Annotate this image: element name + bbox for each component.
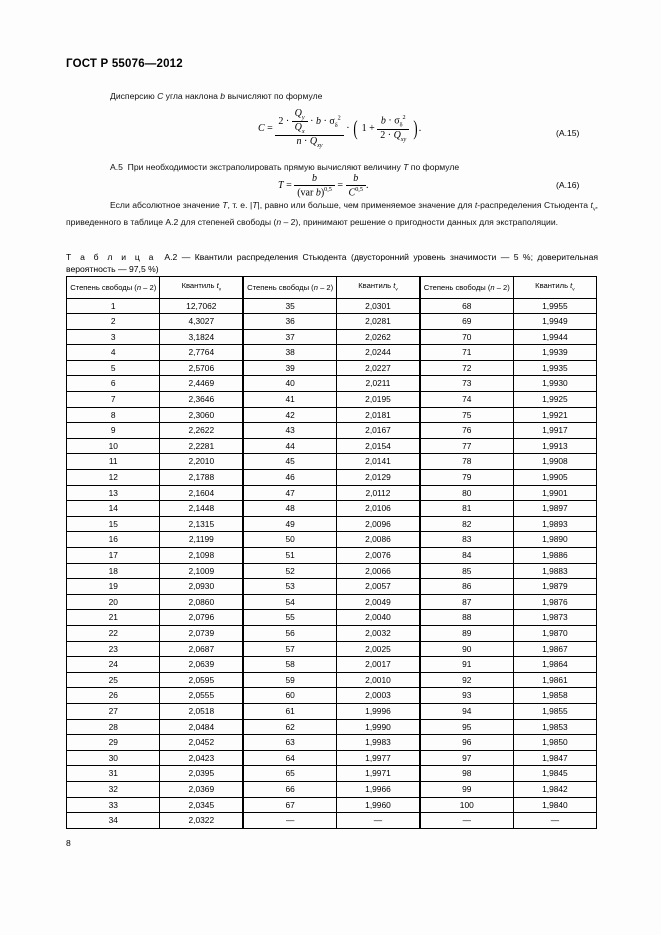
table-cell: 2,4469 [160,376,243,392]
table-cell: 1,9853 [513,719,596,735]
paragraph-dispersion-intro: Дисперсию C угла наклона b вычисляют по формуле [110,91,323,101]
table-cell: 90 [420,641,513,657]
table-cell: 5 [67,360,160,376]
table-row [67,579,597,595]
table-header-row [67,277,597,299]
col-header-degrees-3: Степень свободы (n – 2) [420,277,513,299]
table-cell: 22 [67,625,160,641]
table-cell: 96 [420,735,513,751]
table-cell: 39 [243,360,336,376]
table-caption [66,251,598,275]
table-cell: 1,9850 [513,735,596,751]
table-cell: 2,5706 [160,360,243,376]
table-cell: 9 [67,423,160,439]
table-cell: 2,0595 [160,672,243,688]
table-cell: 2,0395 [160,766,243,782]
table-cell: 2,0796 [160,610,243,626]
table-cell: 11 [67,454,160,470]
table-cell: 69 [420,314,513,330]
table-cell: 37 [243,329,336,345]
table-cell: 49 [243,516,336,532]
table-cell: 14 [67,501,160,517]
table-cell: 2,0154 [337,438,420,454]
table-cell: 87 [420,594,513,610]
col-header-degrees-2: Степень свободы (n – 2) [243,277,336,299]
table-cell: 66 [243,781,336,797]
table-cell: 13 [67,485,160,501]
table-cell: 1,9901 [513,485,596,501]
table-row [67,516,597,532]
table-cell: 2,2281 [160,438,243,454]
table-cell: 42 [243,407,336,423]
table-cell: 2,0141 [337,454,420,470]
table-cell: 18 [67,563,160,579]
table-row [67,423,597,439]
table-cell: 1,9870 [513,625,596,641]
table-cell: 56 [243,625,336,641]
table-caption-number: А.2 [164,252,178,262]
table-cell: 2,0369 [160,781,243,797]
table-cell: 12 [67,470,160,486]
table-cell: 2,0129 [337,470,420,486]
table-cell: 2,0032 [337,625,420,641]
table-cell: 47 [243,485,336,501]
table-cell: 2,0017 [337,657,420,673]
table-cell: 1,9858 [513,688,596,704]
table-cell: 1,9944 [513,329,596,345]
table-cell: 51 [243,548,336,564]
table-cell: 2,0112 [337,485,420,501]
table-cell: 1,9893 [513,516,596,532]
table-cell: 32 [67,781,160,797]
table-cell: 2,0639 [160,657,243,673]
table-cell: 43 [243,423,336,439]
table-cell: 59 [243,672,336,688]
table-cell: 2,0049 [337,594,420,610]
table-cell: 1,9935 [513,360,596,376]
table-cell: 44 [243,438,336,454]
table-row [67,532,597,548]
table-row [67,298,597,314]
table-cell: 23 [67,641,160,657]
table-cell: 1,9897 [513,501,596,517]
table-cell: 99 [420,781,513,797]
table-row [67,360,597,376]
table-row [67,641,597,657]
table-cell: 2,0003 [337,688,420,704]
table-row [67,719,597,735]
table-cell: 1,9864 [513,657,596,673]
table-cell: 2,0040 [337,610,420,626]
table-cell: 2,0301 [337,298,420,314]
table-row [67,407,597,423]
table-row [67,470,597,486]
table-cell: 2,0345 [160,797,243,813]
table-row [67,454,597,470]
quantiles-table [66,276,597,829]
col-header-quantile-3: Квантиль $t_v$ [513,277,596,299]
table-cell: 2,0281 [337,314,420,330]
table-cell: 60 [243,688,336,704]
table-cell: 17 [67,548,160,564]
table-cell: 1,9977 [337,750,420,766]
table-cell: 40 [243,376,336,392]
table-cell: 1,9996 [337,703,420,719]
table-cell: 2,0195 [337,392,420,408]
table-cell: 53 [243,579,336,595]
table-cell: 72 [420,360,513,376]
table-cell: 2 [67,314,160,330]
table-caption-label: Т а б л и ц а [66,252,156,262]
table-row [67,781,597,797]
table-cell: 2,0010 [337,672,420,688]
table-cell: 2,0181 [337,407,420,423]
formula-a16: T = $\frac{b}{(var b)^{0,5}}$ = $\frac{b}{C^{0,5}}$ . [278,173,369,198]
table-cell: 2,1448 [160,501,243,517]
table-cell: 78 [420,454,513,470]
table-cell: 91 [420,657,513,673]
table-cell: — [420,813,513,829]
table-cell: 3 [67,329,160,345]
table-cell: 1,9966 [337,781,420,797]
table-cell: 2,0322 [160,813,243,829]
table-cell: 2,0452 [160,735,243,751]
table-cell: 89 [420,625,513,641]
table-caption-text: — Квантили распределения Стьюдента (двусторонний уровень значимости — 5 %; доверительная вероятность — 97,5 %) [66,252,598,274]
table-cell: 58 [243,657,336,673]
table-cell: 2,3646 [160,392,243,408]
table-cell: 33 [67,797,160,813]
table-cell: 73 [420,376,513,392]
table-cell: 68 [420,298,513,314]
table-cell: 46 [243,470,336,486]
table-cell: 1,9847 [513,750,596,766]
table-cell: 2,0930 [160,579,243,595]
table-cell: 1,9842 [513,781,596,797]
table-cell: 1,9840 [513,797,596,813]
table-row [67,797,597,813]
equation-number-a15: (A.15) [556,128,580,138]
table-cell: 27 [67,703,160,719]
table-cell: 1,9990 [337,719,420,735]
table-cell: 1,9867 [513,641,596,657]
table-cell: 2,0687 [160,641,243,657]
table-cell: 3,1824 [160,329,243,345]
table-cell: 1,9939 [513,345,596,361]
table-cell: 1,9908 [513,454,596,470]
table-cell: 24 [67,657,160,673]
table-cell: 2,0860 [160,594,243,610]
table-row [67,314,597,330]
table-cell: 75 [420,407,513,423]
table-cell: 2,0423 [160,750,243,766]
table-row [67,703,597,719]
table-cell: 1,9876 [513,594,596,610]
table-cell: 2,0739 [160,625,243,641]
table-cell: 2,1604 [160,485,243,501]
table-cell: 10 [67,438,160,454]
table-cell: 2,0096 [337,516,420,532]
table-cell: 28 [67,719,160,735]
col-header-degrees-1: Степень свободы (n – 2) [67,277,160,299]
table-cell: 2,1009 [160,563,243,579]
table-cell: 1,9913 [513,438,596,454]
table-cell: 7 [67,392,160,408]
table-row [67,345,597,361]
paragraph-a5-intro: А.5 При необходимости экстраполировать прямую вычисляют величину T по формуле [110,162,460,172]
table-cell: — [243,813,336,829]
table-cell: 1,9925 [513,392,596,408]
table-cell: 1,9921 [513,407,596,423]
table-cell: 63 [243,735,336,751]
table-cell: 2,0555 [160,688,243,704]
table-cell: 64 [243,750,336,766]
table-row [67,438,597,454]
table-cell: 67 [243,797,336,813]
table-cell: 2,0244 [337,345,420,361]
table-cell: 54 [243,594,336,610]
table-cell: 45 [243,454,336,470]
table-cell: 93 [420,688,513,704]
table-cell: 88 [420,610,513,626]
table-cell: 30 [67,750,160,766]
table-cell: 86 [420,579,513,595]
table-cell: 71 [420,345,513,361]
table-cell: 52 [243,563,336,579]
table-cell: 1,9905 [513,470,596,486]
table-cell: 2,0211 [337,376,420,392]
table-cell: 2,1098 [160,548,243,564]
table-cell: 48 [243,501,336,517]
table-cell: 35 [243,298,336,314]
table-row [67,563,597,579]
table-cell: 2,2010 [160,454,243,470]
table-row [67,766,597,782]
table-cell: 15 [67,516,160,532]
table-row [67,735,597,751]
table-row [67,392,597,408]
table-cell: 2,0066 [337,563,420,579]
table-cell: 81 [420,501,513,517]
table-cell: 34 [67,813,160,829]
table-cell: 12,7062 [160,298,243,314]
page-header-standard-code: ГОСТ Р 55076—2012 [66,58,183,70]
table-cell: 2,0057 [337,579,420,595]
table-cell: 2,0076 [337,548,420,564]
table-cell: 29 [67,735,160,751]
table-cell: 85 [420,563,513,579]
table-cell: 2,0262 [337,329,420,345]
formula-a15: C = 2 · $\frac{Q_y}{Q_x}$ · $b \cdot \sigma_\delta^2$ $n \cdot Q_{xy}$ · ( 1 + $\frac{b \cdot \sigma_\delta^2}{2 \cdot Q_{xy}}$ ). [258,108,422,150]
table-cell: 26 [67,688,160,704]
table-row [67,501,597,517]
table-cell: 2,0086 [337,532,420,548]
table-cell: 1,9983 [337,735,420,751]
table-cell: 80 [420,485,513,501]
table-cell: 83 [420,532,513,548]
table-cell: 25 [67,672,160,688]
table-row [67,594,597,610]
table-cell: 2,1199 [160,532,243,548]
table-cell: 100 [420,797,513,813]
table-row [67,329,597,345]
table-cell: 65 [243,766,336,782]
table-cell: 36 [243,314,336,330]
table-cell: 4 [67,345,160,361]
table-cell: 2,0167 [337,423,420,439]
table-row [67,750,597,766]
table-cell: 1,9917 [513,423,596,439]
table-cell: 4,3027 [160,314,243,330]
table-cell: 2,7764 [160,345,243,361]
table-cell: 38 [243,345,336,361]
table-cell: 19 [67,579,160,595]
table-cell: 94 [420,703,513,719]
table-cell: 98 [420,766,513,782]
table-cell: 16 [67,532,160,548]
table-cell: 1,9960 [337,797,420,813]
col-header-quantile-1: Квантиль $t_v$ [160,277,243,299]
table-row [67,813,597,829]
table-cell: 82 [420,516,513,532]
table-cell: 1,9930 [513,376,596,392]
table-cell: 62 [243,719,336,735]
table-cell: — [337,813,420,829]
table-cell: 95 [420,719,513,735]
col-header-quantile-2: Квантиль $t_v$ [337,277,420,299]
table-cell: 6 [67,376,160,392]
table-cell: 41 [243,392,336,408]
table-row [67,485,597,501]
table-cell: 76 [420,423,513,439]
paragraph-conclusion: Если абсолютное значение T, т. е. |T|, равно или больше, чем применяемое значение для t-распределения Стьюдента $t_v$, приведенного в таблице А.2 для степеней свободы (n – 2), принимают решение о пригодности данных для экстраполяции. [66,200,598,228]
table-cell: 97 [420,750,513,766]
table-cell: 50 [243,532,336,548]
table-cell: 2,2622 [160,423,243,439]
page-number: 8 [66,838,71,848]
table-cell: 2,1788 [160,470,243,486]
table-body [67,298,597,828]
table-cell: 1,9890 [513,532,596,548]
table-cell: 2,3060 [160,407,243,423]
table-row [67,625,597,641]
table-cell: 1,9855 [513,703,596,719]
table-cell: 31 [67,766,160,782]
table-cell: 2,0484 [160,719,243,735]
table-cell: 1,9845 [513,766,596,782]
table-cell: 1,9949 [513,314,596,330]
table-cell: 2,0227 [337,360,420,376]
table-cell: 57 [243,641,336,657]
table-cell: 74 [420,392,513,408]
table-cell: 61 [243,703,336,719]
table-cell: 77 [420,438,513,454]
table-row [67,548,597,564]
table-cell: 2,1315 [160,516,243,532]
table-cell: 2,0518 [160,703,243,719]
table-cell: 1,9883 [513,563,596,579]
table-cell: 2,0106 [337,501,420,517]
table-cell: 2,0025 [337,641,420,657]
table-cell: 70 [420,329,513,345]
table-cell: 1 [67,298,160,314]
table-cell: 20 [67,594,160,610]
table-cell: 1,9861 [513,672,596,688]
table-cell: 92 [420,672,513,688]
table-cell: 21 [67,610,160,626]
table-cell: 1,9971 [337,766,420,782]
table-row [67,657,597,673]
table-cell: 8 [67,407,160,423]
table-cell: 79 [420,470,513,486]
table-row [67,610,597,626]
table-cell: 1,9879 [513,579,596,595]
table-row [67,672,597,688]
table-cell: 55 [243,610,336,626]
table-cell: 1,9955 [513,298,596,314]
equation-number-a16: (A.16) [556,180,580,190]
table-cell: 84 [420,548,513,564]
table-cell: 1,9873 [513,610,596,626]
table-row [67,376,597,392]
table-cell: 1,9886 [513,548,596,564]
table-row [67,688,597,704]
table-cell: — [513,813,596,829]
